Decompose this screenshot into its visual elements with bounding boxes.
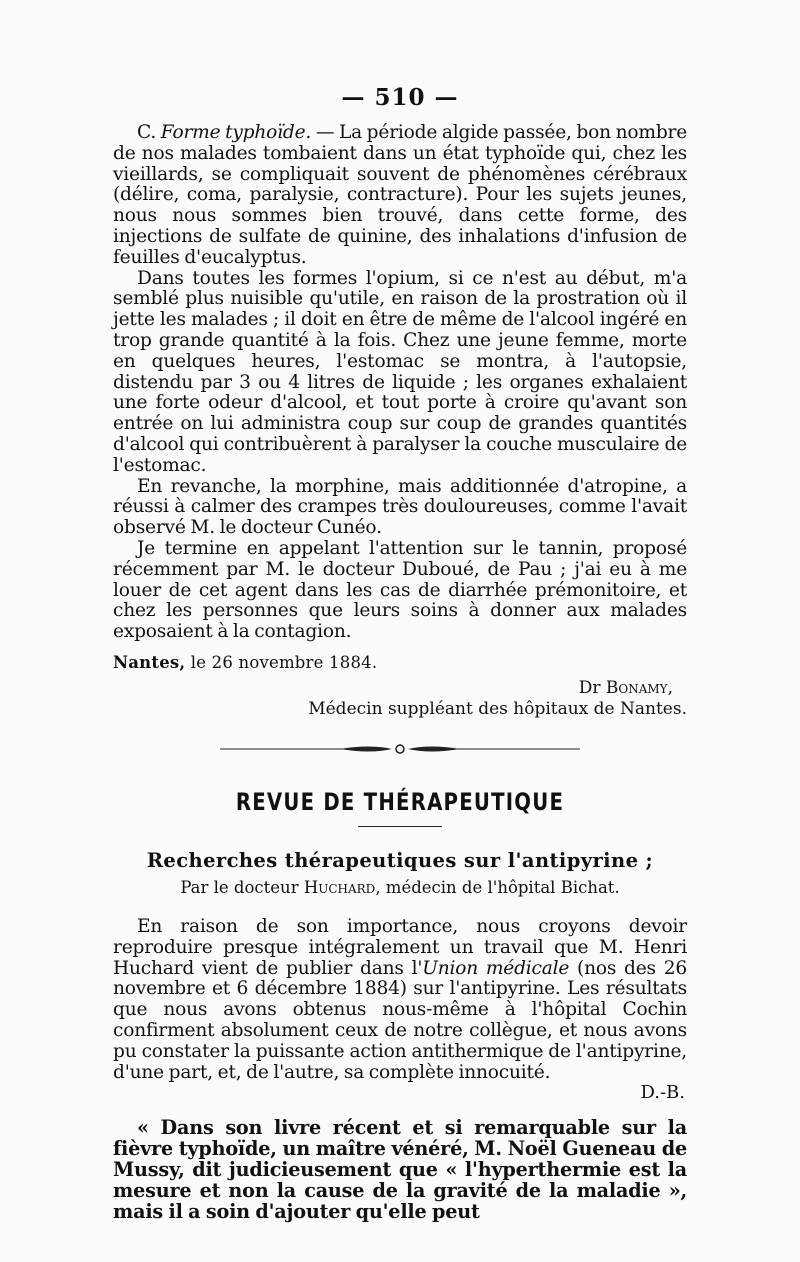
signature-place: Nantes, <box>113 652 186 672</box>
intro-part-1: En raison de son importance, nous croyons devoir reproduire presque intégralement un travail que M. Henri Huchard vient de publier dans l' <box>113 915 687 979</box>
signature-author: Bonamy, <box>605 677 673 698</box>
signature-title: Médecin suppléant des hôpitaux de Nantes. <box>308 698 687 719</box>
paragraph-morphine: En revanche, la morphine, mais additionnée d'atropine, a réussi à calmer des crampes très douloureuses, comme l'avait observé M. le docteur Cunéo. <box>113 475 687 539</box>
byline-author: Huchard <box>303 877 376 897</box>
signature-name <box>113 678 673 698</box>
paragraph-quote: « Dans son livre récent et si remarquable sur la fièvre typhoïde, un maître vénéré, M. Noël Gueneau de Mussy, dit judicieusement que « l'hyperthermie est la mesure et non la cause de la gravité de la maladie », mais il a soin d'ajouter qu'elle peut <box>113 1116 687 1224</box>
article-byline <box>113 878 687 897</box>
journal-name: Union médicale <box>422 957 570 979</box>
paragraph-forme-typhoide <box>113 123 687 269</box>
journal-page <box>113 84 687 1222</box>
ornamental-divider <box>220 742 580 756</box>
paragraph-opium: Dans toutes les formes l'opium, si ce n'est au début, m'a semblé plus nuisible qu'utile, en raison de la prostration où il jette les malades ; il doit en être de même de l'alcool ingéré en trop grande quantité à la fois. Chez une jeune femme, morte en quelques heures, l'estomac se montra, à l'autopsie, distendu par 3 ou 4 litres de liquide ; les organes exhalaient une forte odeur d'alcool, et tout porte à croire qu'avant son entrée on lui administra coup sur coup de grandes quantités d'alcool qui contribuèrent à paralyser la couche musculaire de l'estomac. <box>113 267 687 476</box>
section-heading: Forme typhoïde. <box>160 122 312 143</box>
page-number: — 510 — <box>341 84 459 111</box>
signature-date <box>113 653 687 672</box>
article-subtitle: Recherches thérapeutiques sur l'antipyrine ; <box>146 848 654 872</box>
revue-title: REVUE DE THÉRAPEUTIQUE <box>235 787 565 816</box>
byline-affiliation: , médecin de l'hôpital Bichat. <box>375 877 620 897</box>
paragraph-tannin: Je termine en appelant l'attention sur le tannin, proposé récemment par M. le docteur Duboué, de Pau ; j'ai eu à me louer de cet agent dans les cas de diarrhée prémonitoire, et chez les personnes que leurs soins à donner aux malades exposaient à la contagion. <box>113 537 687 643</box>
signature-date-text: le 26 novembre 1884. <box>185 652 378 672</box>
signature-prefix: Dr <box>578 677 606 698</box>
title-rule <box>358 826 442 827</box>
editor-initials: D.-B. <box>640 1082 685 1104</box>
section-letter: C. <box>137 122 157 143</box>
revue-intro <box>113 917 687 1103</box>
byline-prefix: Par le docteur <box>180 877 304 897</box>
section-text: — La période algide passée, bon nombre de nos malades tombaient dans un état typhoïde qui, chez les vieillards, se compliquait souvent de phénomènes cérébraux (délire, coma, paralysie, contracture). Pour les sujets jeunes, nous nous sommes bien trouvé, dans cette forme, des injections de sulfate de quinine, des inhalations d'infusion de feuilles d'eucalyptus. <box>113 122 688 268</box>
quote-block <box>113 1117 687 1222</box>
paragraph-intro <box>113 917 687 1083</box>
intro-part-2: (nos des 26 novembre et 6 décembre 1884) sur l'antipyrine. Les résultats que nous avons obtenus nous-même à l'hôpital Cochin confirment absolument ceux de notre collègue, et nous avons pu constater la puissante action antithermique de l'antipyrine, d'une part, et, de l'autre, sa complète innocuité. <box>113 957 688 1083</box>
